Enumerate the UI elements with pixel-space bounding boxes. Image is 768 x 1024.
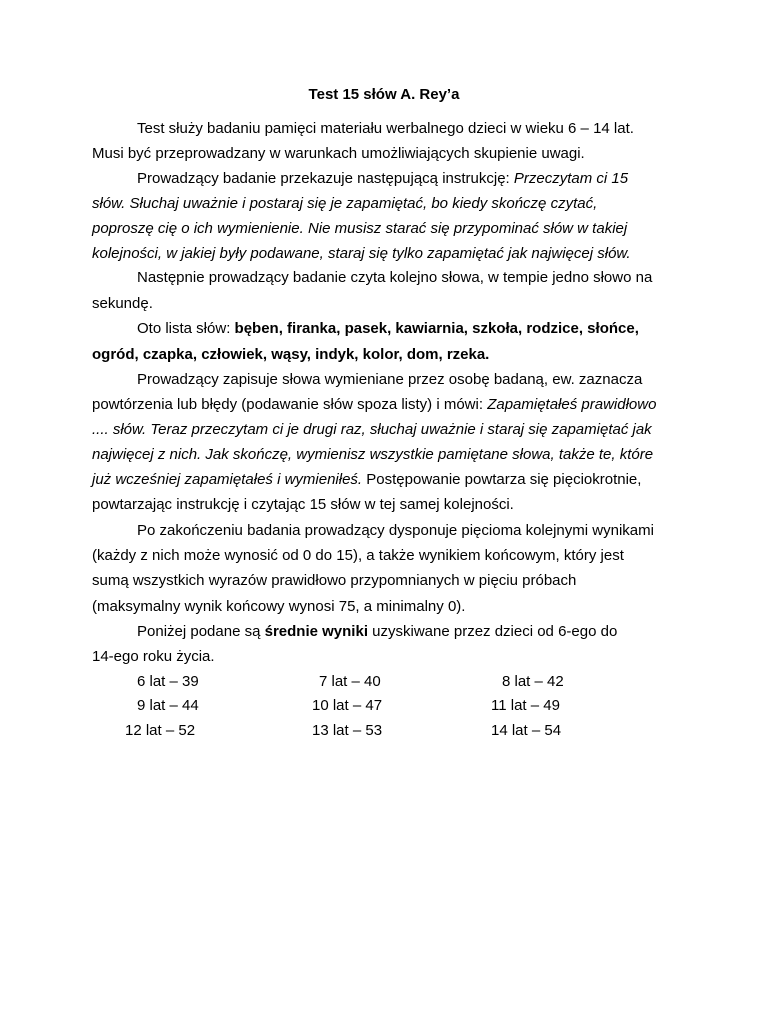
paragraph-6-line-3: sumą wszystkich wyrazów prawidłowo przypomnianych w pięciu próbach (92, 572, 577, 589)
paragraph-1-line-2: Musi być przeprowadzany w warunkach umożliwiających skupienie uwagi. (92, 145, 585, 162)
second-instruction-quote: Zapamiętałeś prawidłowo (487, 396, 657, 413)
paragraph-3-line-1: Następnie prowadzący badanie czyta kolejno słowa, w tempie jedno słowo na (137, 269, 653, 286)
mean-results-emphasis: średnie wyniki (264, 623, 368, 640)
score-cell: 13 lat – 53 (312, 722, 383, 739)
paragraph-6-line-2: (każdy z nich może wynosić od 0 do 15), a także wynikiem końcowym, który jest (92, 547, 624, 564)
word-list: bęben, firanka, pasek, kawiarnia, szkoła, rodzice, słońce, (234, 320, 639, 337)
paragraph-2-line-1 (137, 169, 628, 189)
instruction-quote: poproszę cię o ich wymienienie. Nie musisz starać się przypominać słów w takiej (92, 220, 628, 237)
paragraph-5-line-1: Prowadzący zapisuje słowa wymieniane przez osobę badaną, ew. zaznacza (137, 371, 643, 388)
paragraph-5-line-3 (92, 420, 652, 440)
score-cell: 7 lat – 40 (319, 673, 381, 690)
paragraph-5-text: powtórzenia lub błędy (podawanie słów spoza listy) i mówi: (92, 396, 488, 413)
paragraph-7-text: uzyskiwane przez dzieci od 6-ego do (367, 623, 618, 640)
paragraph-5-text: Postępowanie powtarza się pięciokrotnie, (362, 471, 642, 488)
paragraph-3-line-2: sekundę. (92, 295, 153, 312)
instruction-intro: Prowadzący badanie przekazuje następującą instrukcję: (137, 170, 514, 187)
word-list: ogród, czapka, człowiek, wąsy, indyk, kolor, dom, rzeka. (92, 346, 490, 363)
paragraph-4-line-2 (92, 345, 489, 365)
paragraph-4-line-1 (137, 319, 639, 339)
paragraph-7-text: Poniżej podane są (137, 623, 265, 640)
instruction-quote: słów. Słuchaj uważnie i postaraj się je zapamiętać, bo kiedy skończę czytać, (92, 195, 598, 212)
second-instruction-quote: najwięcej z nich. Jak skończę, wymienisz wszystkie pamiętane słowa, także te, które (92, 446, 654, 463)
instruction-quote: kolejności, w jakiej były podawane, staraj się tylko zapamiętać jak najwięcej słów. (92, 245, 631, 262)
score-cell: 9 lat – 44 (137, 697, 199, 714)
paragraph-2-line-2 (92, 194, 597, 214)
score-cell: 12 lat – 52 (125, 722, 196, 739)
score-cell: 10 lat – 47 (312, 697, 383, 714)
score-cell: 11 lat – 49 (491, 697, 560, 714)
paragraph-1-line-1: Test służy badaniu pamięci materiału werbalnego dzieci w wieku 6 – 14 lat. (137, 120, 634, 137)
paragraph-5-line-5 (92, 470, 641, 490)
paragraph-7-line-2: 14-ego roku życia. (92, 648, 215, 665)
paragraph-5-line-6: powtarzając instrukcję i czytając 15 słów w tej samej kolejności. (92, 496, 514, 513)
score-cell: 6 lat – 39 (137, 673, 199, 690)
paragraph-2-line-3 (92, 219, 627, 239)
second-instruction-quote: już wcześniej zapamiętałeś i wymieniłeś. (92, 471, 363, 488)
paragraph-6-line-4: (maksymalny wynik końcowy wynosi 75, a minimalny 0). (92, 598, 466, 615)
paragraph-5-line-2 (92, 395, 656, 415)
paragraph-6-line-1: Po zakończeniu badania prowadzący dysponuje pięcioma kolejnymi wynikami (137, 522, 654, 539)
instruction-quote-start: Przeczytam ci 15 (513, 170, 629, 187)
second-instruction-quote: .... słów. Teraz przeczytam ci je drugi raz, słuchaj uważnie i staraj się zapamiętać jak (92, 421, 652, 438)
document-title: Test 15 słów A. Rey’a (308, 86, 460, 103)
score-cell: 14 lat – 54 (491, 722, 562, 739)
paragraph-7-line-1 (137, 622, 617, 642)
paragraph-5-line-4 (92, 445, 653, 465)
paragraph-2-line-4 (92, 244, 631, 264)
score-cell: 8 lat – 42 (502, 673, 564, 690)
word-list-intro: Oto lista słów: (137, 320, 235, 337)
